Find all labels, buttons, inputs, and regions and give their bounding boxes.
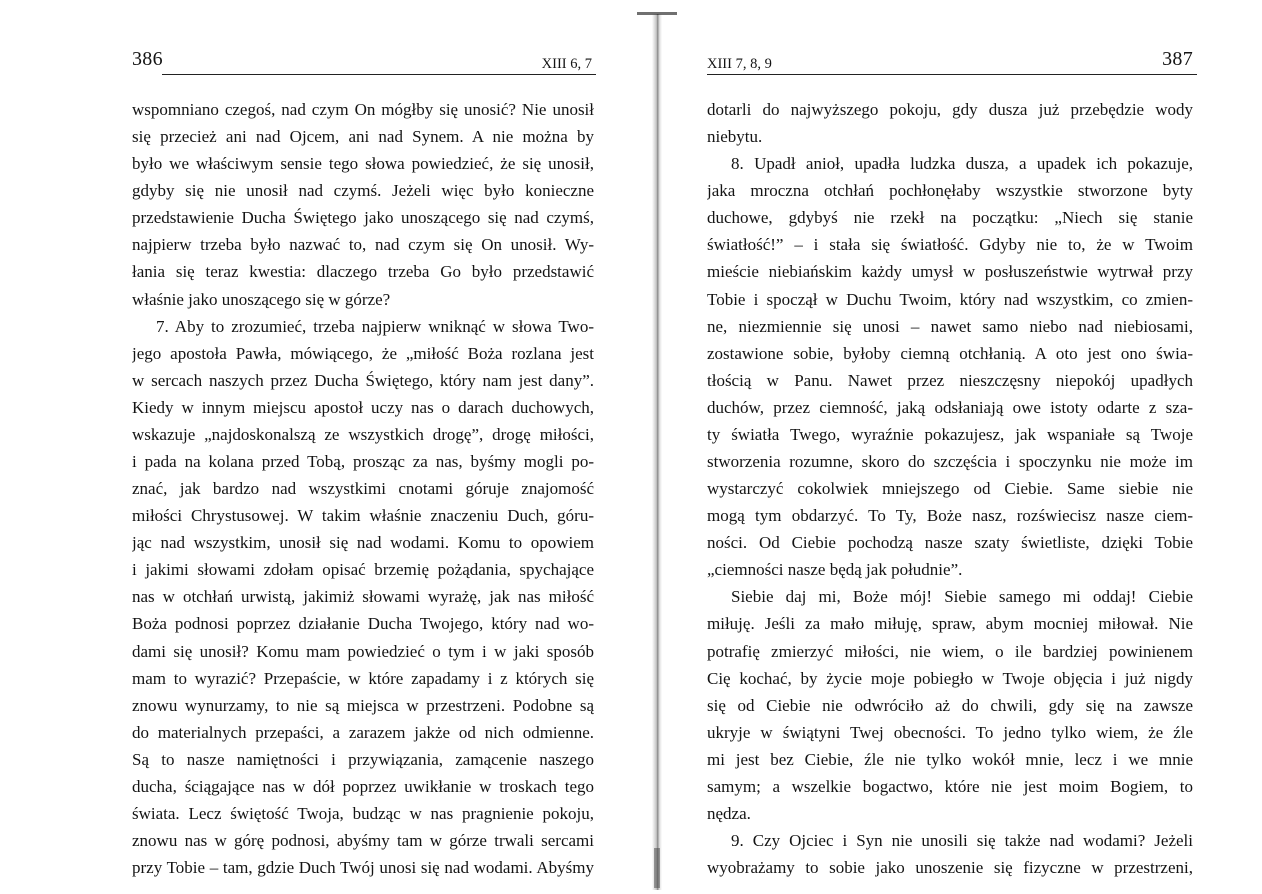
- paragraph-start: 9. Czy Ojciec i Syn nie unosili się także nad wodami? Jeżeli: [731, 831, 1193, 851]
- page-number: 387: [1162, 48, 1193, 70]
- text-line: samym; a wszelkie bogactwo, które nie jest moim Bogiem, to: [707, 776, 1193, 796]
- text-line: wyobrażamy to sobie jako unoszenie się fizyczne w przestrzeni,: [707, 858, 1193, 878]
- text-line: właśnie jako unoszącego się w górze?: [132, 289, 391, 309]
- text-line: ukryje w świątyni Twej obecności. To jedno tylko wiem, że źle: [707, 722, 1193, 742]
- text-line: jąc nad wszystkim, unosił się nad wodami. Komu to opowiem: [132, 533, 594, 553]
- text-line: miłości Chrystusowej. W takim właśnie znaczeniu Duch, góru-: [132, 506, 594, 526]
- text-line: wspomniano czegoś, nad czym On mógłby się unosić? Nie unosił: [132, 100, 594, 119]
- text-line: potrafię zmierzyć miłości, nie wiem, o ile bardziej powinienem: [707, 641, 1193, 661]
- text-line: znowu nas w górę podnosi, abyśmy tam w górze trwali sercami: [132, 831, 594, 851]
- text-line: tłością w Panu. Nawet przez nieszczęsny niepokój upadłych: [707, 370, 1193, 390]
- page-number: 386: [132, 48, 163, 70]
- text-line: jego apostoła Pawła, mówiącego, że „miłość Boża rozlana jest: [132, 343, 594, 363]
- text-line: ducha, ściągające nas w dół poprzez uwikłanie w troskach tego: [132, 776, 594, 796]
- text-line: znać, jak bardzo nad wszystkimi cnotami góruje znajomość: [132, 479, 594, 499]
- text-line: „ciemności nasze będą jak południe”.: [707, 560, 963, 580]
- paragraph-start: Siebie daj mi, Boże mój! Siebie samego mi oddaj! Ciebie: [731, 587, 1193, 607]
- text-line: Tobie i spoczął w Duchu Twoim, który nad wszystkim, co zmien-: [707, 289, 1193, 309]
- text-line: miłuję. Jeśli za mało miłuję, spraw, abym mocniej miłował. Nie: [707, 614, 1193, 634]
- text-line: duchów, przez ciemność, jaką odsłaniają owe istoty odarte z sza-: [707, 397, 1193, 417]
- text-line: przy Tobie – tam, gdzie Duch Twój unosi się nad wodami. Abyśmy: [132, 858, 594, 878]
- text-line: dami się unosił? Komu mam powiedzieć o tym i w jaki sposób: [132, 641, 594, 661]
- text-line: zostawione sobie, byłoby ciemną otchłanią. A oto jest ono świa-: [707, 343, 1193, 363]
- text-line: się od Ciebie nie odwróciło aż do chwili, gdy się na zawsze: [707, 695, 1193, 715]
- text-line: Boża podnosi poprzez działanie Ducha Twojego, który nad wo-: [132, 614, 594, 634]
- text-line: światłość!” – i stała się światłość. Gdyby nie to, że w Twoim: [707, 235, 1193, 255]
- running-head: XIII 6, 7: [541, 56, 592, 72]
- text-line: świata. Lecz świętość Twoja, budząc w nas pragnienie pokoju,: [132, 804, 594, 824]
- text-line: Cię kochać, by życie moje pobiegło w Twoje objęcia i już nigdy: [707, 668, 1193, 688]
- header-rule: [162, 74, 596, 75]
- right-page-body: [707, 96, 1193, 881]
- paragraph-start: 8. Upadł anioł, upadła ludzka dusza, a upadek ich pokazuje,: [731, 154, 1193, 174]
- text-line: mam to wyrazić? Przepaście, w które zapadamy i z których się: [132, 668, 594, 688]
- text-line: niebytu.: [707, 127, 763, 147]
- text-line: do materialnych przepaści, a zarazem jakże od nich odmienne.: [132, 722, 594, 742]
- text-line: jaka mroczna otchłań pochłonęłaby wszystkie stworzone byty: [707, 181, 1193, 201]
- text-line: i jakimi słowami zdołam opisać brzemię pożądania, spychające: [132, 560, 594, 580]
- text-line: mi jest bez Ciebie, źle nie tylko wokół mnie, lecz i we mnie: [707, 749, 1193, 769]
- text-line: się przecież ani nad Ojcem, ani nad Synem. A nie można by: [132, 127, 594, 147]
- text-line: znowu wynurzamy, to nie są miejsca w przestrzeni. Podobne są: [132, 695, 594, 715]
- right-page-header: [707, 48, 1197, 76]
- text-line: i pada na kolana przed Tobą, prosząc za nas, byśmy mogli po-: [132, 452, 594, 472]
- text-line: najpierw trzeba było nazwać to, nad czym się On unosił. Wy-: [132, 235, 594, 255]
- text-line: gdyby się nie unosił nad czymś. Jeżeli więc było konieczne: [132, 181, 594, 201]
- text-line: ne, niezmiennie się unosi – nawet samo niebo nad niebiosami,: [707, 316, 1193, 336]
- text-line: nas w otchłań urwistą, jakimiż słowami wyrażę, jak nas miłość: [132, 587, 594, 607]
- text-line: duchowe, gdybyś nie rzekł na początku: „Niech się stanie: [707, 208, 1193, 228]
- right-page: [631, 0, 1262, 894]
- text-line: było we właściwym sensie tego słowa powiedzieć, że się unosił,: [132, 154, 594, 174]
- text-line: mieście niebiańskim każdy umysł w posłuszeństwie wytrwał przy: [707, 262, 1193, 282]
- text-line: stworzenia rozumne, skoro do szczęścia i spoczynku nie może im: [707, 452, 1193, 472]
- text-line: Są to nasze namiętności i przywiązania, zamącenie naszego: [132, 749, 594, 769]
- running-head: XIII 7, 8, 9: [707, 56, 772, 72]
- left-page-body: [132, 96, 594, 881]
- text-line: w sercach naszych przez Ducha Świętego, który nam jest dany”.: [132, 370, 594, 390]
- text-line: Kiedy w innym miejscu apostoł uczy nas o darach duchowych,: [132, 397, 594, 417]
- header-rule: [707, 74, 1197, 75]
- text-line: wystarczyć cokolwiek mniejszego od Ciebie. Same siebie nie: [707, 479, 1193, 499]
- text-line: nędza.: [707, 804, 751, 824]
- text-line: ności. Od Ciebie pochodzą nasze szaty świetliste, dzięki Tobie: [707, 533, 1193, 553]
- text-line: wskazuje „najdoskonalszą ze wszystkich drogę”, drogę miłości,: [132, 424, 594, 444]
- text-line: dotarli do najwyższego pokoju, gdy dusza już przebędzie wody: [707, 100, 1193, 119]
- text-line: łania się teraz kwestia: dlaczego trzeba Go było przedstawić: [132, 262, 594, 282]
- text-line: ty światła Twego, wyraźnie pokazujesz, jak wspaniałe są Twoje: [707, 424, 1193, 444]
- left-page-header: [132, 48, 596, 76]
- text-line: przedstawienie Ducha Świętego jako unoszącego się nad czymś,: [132, 208, 594, 228]
- text-line: mogą tym obdarzyć. To Ty, Boże nasz, rozświecisz nasze ciem-: [707, 506, 1193, 526]
- paragraph-start: 7. Aby to zrozumieć, trzeba najpierw wniknąć w słowa Two-: [156, 316, 594, 336]
